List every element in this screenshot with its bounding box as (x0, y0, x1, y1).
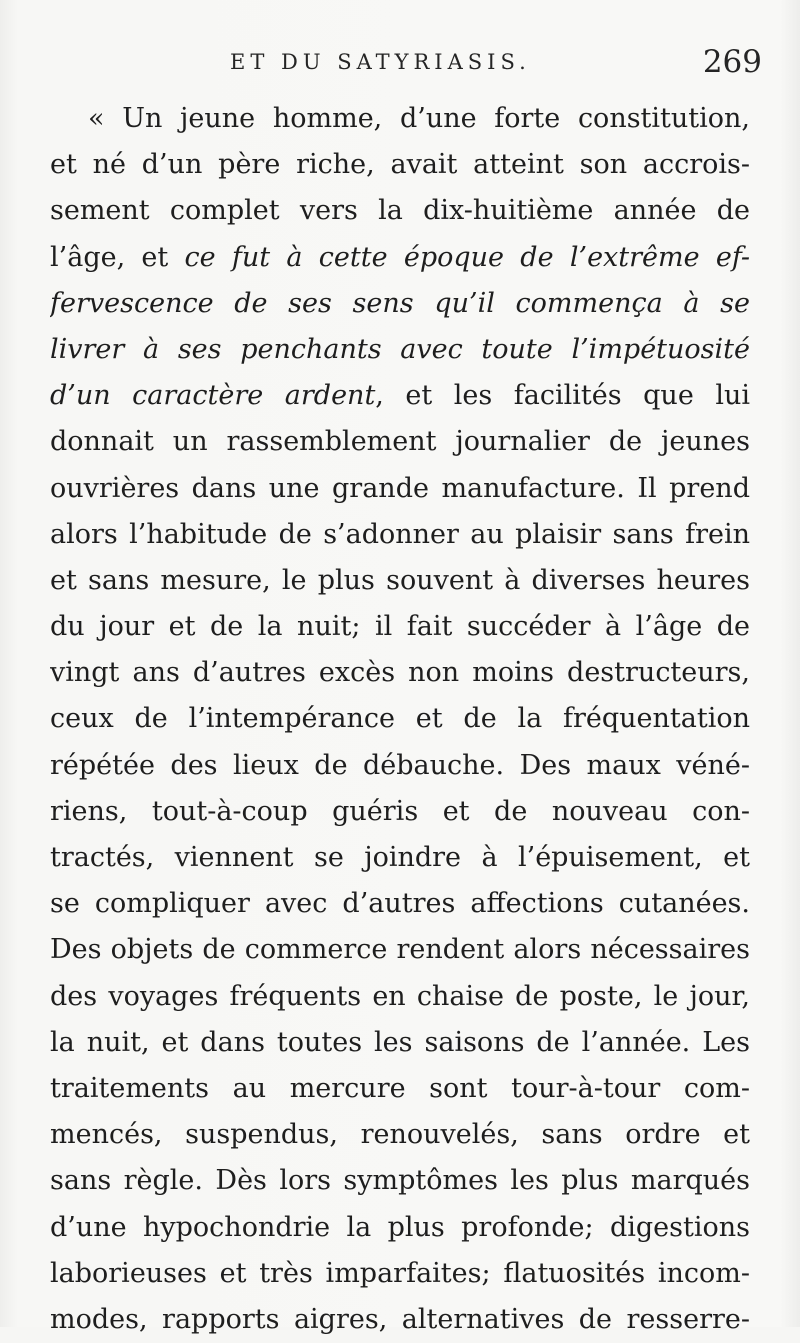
body-text (50, 96, 750, 1343)
text-span: l’âge, et (50, 241, 185, 273)
text-line: laborieuses et très imparfaites; flatuosités incom- (50, 1257, 750, 1289)
text-line: répétée des lieux de débauche. Des maux véné- (50, 749, 750, 781)
text-line: sans règle. Dès lors symptômes les plus marqués (50, 1165, 750, 1197)
text-span: , et les facilités que lui (375, 380, 750, 412)
text-line: alors l’habitude de s’adonner au plaisir sans frein (50, 518, 750, 550)
text-line: la nuit, et dans toutes les saisons de l’année. Les (50, 1026, 750, 1058)
text-line: sement complet vers la dix-huitième année de (50, 195, 750, 227)
text-line: modes, rapports aigres, alternatives de resserre- (50, 1303, 750, 1335)
text-line: donnait un rassemblement journalier de jeunes (50, 426, 750, 458)
text-line: et sans mesure, le plus souvent à diverses heures (50, 564, 750, 596)
page-number: 269 (702, 44, 762, 80)
text-line: se compliquer avec d’autres affections cutanées. (50, 888, 750, 920)
text-line (50, 235, 750, 281)
text-line: ouvrières dans une grande manufacture. Il prend (50, 472, 750, 504)
text-line: et né d’un père riche, avait atteint son accrois- (50, 149, 750, 181)
italic-span: ce fut à cette époque de l’extrême ef- (184, 241, 750, 273)
italic-span: d’un caractère ardent (50, 380, 376, 412)
text-line: traitements au mercure sont tour-à-tour com- (50, 1072, 750, 1104)
text-line: du jour et de la nuit; il fait succéder à l’âge de (50, 611, 750, 643)
text-line: tractés, viennent se joindre à l’épuisement, et (50, 842, 750, 873)
text-line (50, 373, 750, 419)
text-line: ceux de l’intempérance et de la fréquentation (50, 703, 750, 735)
text-line: fervescence de ses sens qu’il commença à se (50, 287, 750, 319)
text-line: vingt ans d’autres excès non moins destructeurs, (50, 657, 750, 689)
text-line: mencés, suspendus, renouvelés, sans ordre et (50, 1119, 750, 1151)
text-line: des voyages fréquents en chaise de poste, le jour, (50, 980, 750, 1012)
text-line: livrer à ses penchants avec toute l’impétuosité (50, 333, 750, 365)
text-line: « Un jeune homme, d’une forte constitution, (88, 103, 750, 134)
text-line: d’une hypochondrie la plus profonde; digestions (50, 1211, 750, 1243)
text-line: Des objets de commerce rendent alors nécessaires (50, 934, 750, 966)
running-head: ET DU SATYRIASIS. (230, 50, 531, 74)
text-line: riens, tout-à-coup guéris et de nouveau con- (50, 795, 750, 827)
